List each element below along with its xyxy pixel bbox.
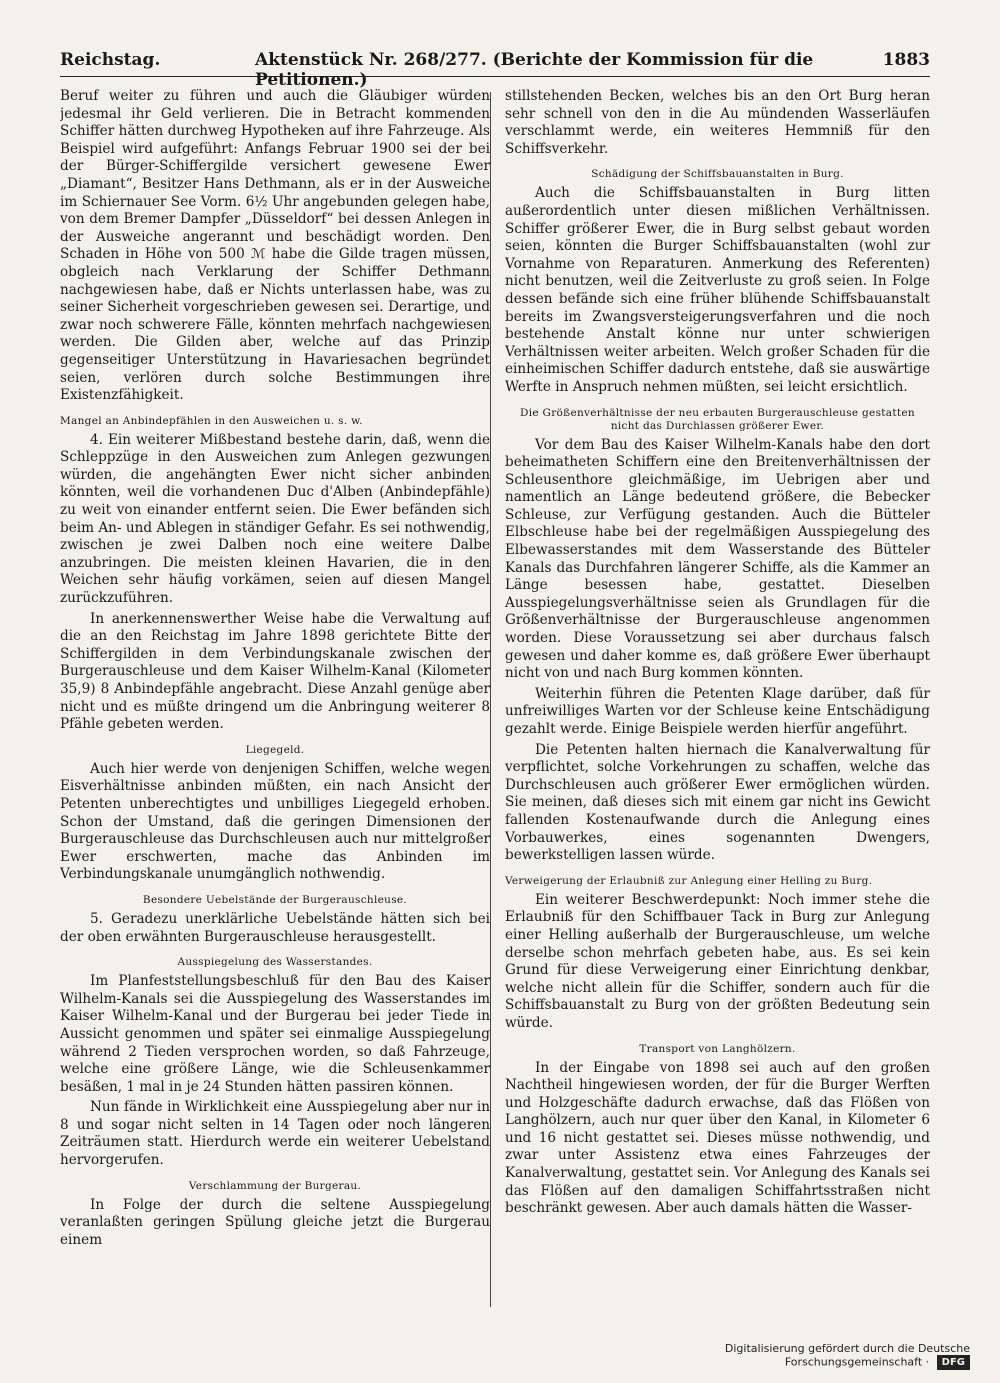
paragraph: stillstehenden Becken, welches bis an den Ort Burg heran sehr schnell von den in die Au mündenden Wasserläufen verschlammt werde, ein weiteres Hemmniß für den Schiffsverkehr. bbox=[505, 88, 930, 157]
right-column bbox=[505, 88, 930, 1308]
column-divider bbox=[490, 92, 491, 1307]
page-header bbox=[60, 48, 930, 90]
section-heading: Transport von Langhölzern. bbox=[639, 1042, 796, 1055]
paragraph: Beruf weiter zu führen und auch die Gläubiger würden jedesmal ihr Geld verlieren. Die in Betracht kommenden Schiffer hätten durchweg Hypotheken auf ihre Fahrzeuge. Als Beispiel wird aufgeführt: Anfangs Februar 1900 sei der bei der Bürger-Schiffergilde versichert gewesene Ewer „Diamant“, Besitzer Hans Dethmann, als er in der Ausweiche im Schiernauer See Vorm. 6½ Uhr angebunden gelegen habe, von dem Bremer Dampfer „Düsseldorf“ bei dessen Anlegen in der Ausweiche angerannt und beschädigt worden. Den Schaden in Höhe von 500 ℳ habe die Gilde tragen müssen, obgleich nach Verklarung der Schiffer Dethmann nachgewiesen habe, daß er Nichts unterlassen habe, was zu seiner Sicherheit vorgeschrieben gewesen sei. Derartige, und zwar noch schwerere Fälle, könnten mehrfach nachgewiesen werden. Die Gilden aber, welche auf das Prinzip gegenseitiger Unterstützung in Havariesachen begründet seien, verlören durch solche Bestimmungen ihre Existenzfähigkeit. bbox=[60, 88, 490, 404]
paragraph: 5. Geradezu unerklärliche Uebelstände hätten sich bei der oben erwähnten Burgerauschleuse herausgestellt. bbox=[60, 910, 490, 945]
page-number: 1883 bbox=[882, 50, 930, 70]
paragraph: In anerkennenswerther Weise habe die Verwaltung auf die an den Reichstag im Jahre 1898 gerichtete Bitte der Schiffergilden in dem Verbindungskanale zwischen der Burgerauschleuse und dem Kaiser Wilhelm-Kanal (Kilometer 35,9) 8 Anbindepfähle angebracht. Diese Anzahl genüge aber nicht und es müßte dringend um die Anbringung weiterer 8 Pfähle gebeten werden. bbox=[60, 610, 490, 733]
section-heading: Besondere Uebelstände der Burgerauschleuse. bbox=[142, 893, 408, 906]
header-title: Aktenstück Nr. 268/277. (Berichte der Kommission für die Petitionen.) bbox=[255, 50, 814, 90]
paragraph: Im Planfeststellungsbeschluß für den Bau des Kaiser Wilhelm-Kanals sei die Ausspiegelung des Wasserstandes im Kaiser Wilhelm-Kanal und der Burgerau bei jeder Tiede in Aussicht genommen und später sei einmalige Ausspiegelung während 2 Tieden versprochen worden, so daß Fahrzeuge, welche eine größere Länge, wie die Schleusenkammer besäßen, 1 mal in je 24 Stunden hätten passiren können. bbox=[60, 973, 490, 1095]
paragraph: In Folge der durch die seltene Ausspiegelung veranlaßten geringen Spülung gleiche jetzt die Burgerau einem bbox=[60, 1196, 490, 1248]
section-heading: Mangel an Anbindepfählen in den Ausweichen u. s. w. bbox=[60, 414, 363, 427]
section-heading: Ausspiegelung des Wasserstandes. bbox=[177, 956, 373, 969]
paragraph: Nun fände in Wirklichkeit eine Ausspiegelung aber nur in 8 und sogar nicht selten in 14 Tagen oder noch längeren Zeiträumen statt. Hierdurch werde ein weiterer Uebelstand hervorgerufen. bbox=[60, 1099, 490, 1169]
paragraph: Auch die Schiffsbauanstalten in Burg litten außerordentlich unter diesen mißlichen Verhältnissen. Schiffer größerer Ewer, die in Burg selbst gebaut worden seien, könnten die Burger Schiffsbauanstalten (wohl zur Vornahme von Reparaturen. Anmerkung des Referenten) nicht benutzen, weil die Zeitverluste zu groß seien. In Folge dessen befände sich eine früher blühende Schiffsbauanstalt bereits im Zwangsversteigerungsverfahren und die noch bestehende Anstalt könne nur unter schwierigen Verhältnissen weiter arbeiten. Welch großer Schaden für die einheimischen Schiffer dadurch entstehe, daß sie auswärtige Werfte in Anspruch nehmen müßten, sei leicht ersichtlich. bbox=[505, 185, 930, 395]
left-column bbox=[60, 88, 490, 1308]
section-heading: Liegegeld. bbox=[245, 743, 305, 756]
paragraph: Ein weiterer Beschwerdepunkt: Noch immer stehe die Erlaubniß für den Schiffbauer Tack in Burg zur Anlegung einer Helling außerhalb der Burgerauschleuse, um welche derselbe schon mehrfach gebeten habe, aus. Es sei kein Grund für diese Verweigerung einer Einrichtung denkbar, welche nicht allein für die Schiffer, sondern auch für die Schiffsbauanstalt zu Burg von der größten Bedeutung sein würde. bbox=[505, 891, 930, 1031]
section-heading: Verschlammung der Burgerau. bbox=[188, 1179, 362, 1192]
paragraph: Die Petenten halten hiernach die Kanalverwaltung für verpflichtet, solche Vorkehrungen zu schaffen, welche das Durchschleusen auch größerer Ewer ermöglichen würden. Sie meinen, daß dieses sich mit einem gar nicht ins Gewicht fallenden Kostenaufwande durch die Anlegung eines Vorbauwerkes, eines sogenannten Dwengers, bewerkstelligen lassen würde. bbox=[505, 741, 930, 864]
section-heading: Verweigerung der Erlaubniß zur Anlegung einer Helling zu Burg. bbox=[505, 874, 873, 887]
paragraph: 4. Ein weiterer Mißbestand bestehe darin, daß, wenn die Schleppzüge in den Ausweichen zum Anlegen gezwungen würden, die angehängten Ewer nicht sicher anbinden könnten, weil die vorhandenen Duc d'Alben (Anbindepfähle) zu weit von einander entfernt seien. Die Ewer befänden sich beim An- und Ablegen in ständiger Gefahr. Es sei nothwendig, zwischen je zwei Dalben noch eine weitere Dalbe anzubringen. Die meisten kleinen Havarien, die in den Weichen sehr häufig vorkämen, seien auf diesen Mangel zurückzuführen. bbox=[60, 431, 490, 607]
footer-text: Digitalisierung gefördert durch die Deutsche Forschungsgemeinschaft · bbox=[724, 1342, 970, 1369]
paragraph: Auch hier werde von denjenigen Schiffen, welche wegen Eisverhältnisse anbinden müßten, ein nach Ansicht der Petenten unberechtigtes und unbilliges Liegegeld erhoben. Schon der Umstand, daß die geringen Dimensionen der Burgerauschleuse das Durchschleusen auch nur mittelgroßer Ewer erschwerten, mache das Anbinden im Verbindungskanale unumgänglich nothwendig. bbox=[60, 760, 490, 883]
paragraph: Weiterhin führen die Petenten Klage darüber, daß für unfreiwilliges Warten vor der Schleuse keine Entschädigung gezahlt werde. Einige Beispiele werden hierfür angeführt. bbox=[505, 685, 930, 737]
paragraph: In der Eingabe von 1898 sei auch auf den großen Nachtheil hingewiesen worden, der für die Burger Werften und Holzgeschäfte dadurch erwachse, daß das Flößen von Langhölzern, auch nur quer über den Kanal, in Kilometer 6 und 16 nicht gestattet sei. Dieses müsse nothwendig, und zwar unter Assistenz etwa eines Fahrzeuges der Kanalverwaltung, gestattet sein. Vor Anlegung des Kanals sei das Flößen auf den damaligen Schiffahrtsstraßen nicht beschränkt gewesen. Aber auch damals hätten die Wasser- bbox=[505, 1059, 930, 1217]
header-left: Reichstag. bbox=[60, 50, 161, 70]
section-heading: Die Größenverhältnisse der neu erbauten Burgerauschleuse gestatten nicht das Durchlassen größerer Ewer. bbox=[520, 406, 915, 432]
section-heading: Schädigung der Schiffsbauanstalten in Burg. bbox=[591, 168, 844, 181]
digitization-credit bbox=[600, 1342, 970, 1369]
dfg-logo-icon: DFG bbox=[937, 1355, 970, 1370]
paragraph: Vor dem Bau des Kaiser Wilhelm-Kanals habe den dort beheimatheten Schiffern eine den Breitenverhältnissen der Schleusenthore gleichmäßige, im Uebrigen aber und namentlich an Länge bedeutend größere, die Bebecker Schleuse, zur Verfügung gestanden. Auch die Bütteler Elbschleuse habe bei der regelmäßigen Ausspiegelung des Elbewasserstandes mit dem Wasserstande des Bütteler Kanals das Durchfahren längerer Schiffe, als die Kammer an Länge besessen habe, gestattet. Dieselben Ausspiegelungsverhältnisse seien als Grundlagen für die Größenverhältnisse der Burgerauschleuse angenommen worden. Diese Voraussetzung sei aber durchaus falsch gewesen und daher komme es, daß größere Ewer überhaupt nicht von und nach Burg kommen könnten. bbox=[505, 436, 930, 682]
